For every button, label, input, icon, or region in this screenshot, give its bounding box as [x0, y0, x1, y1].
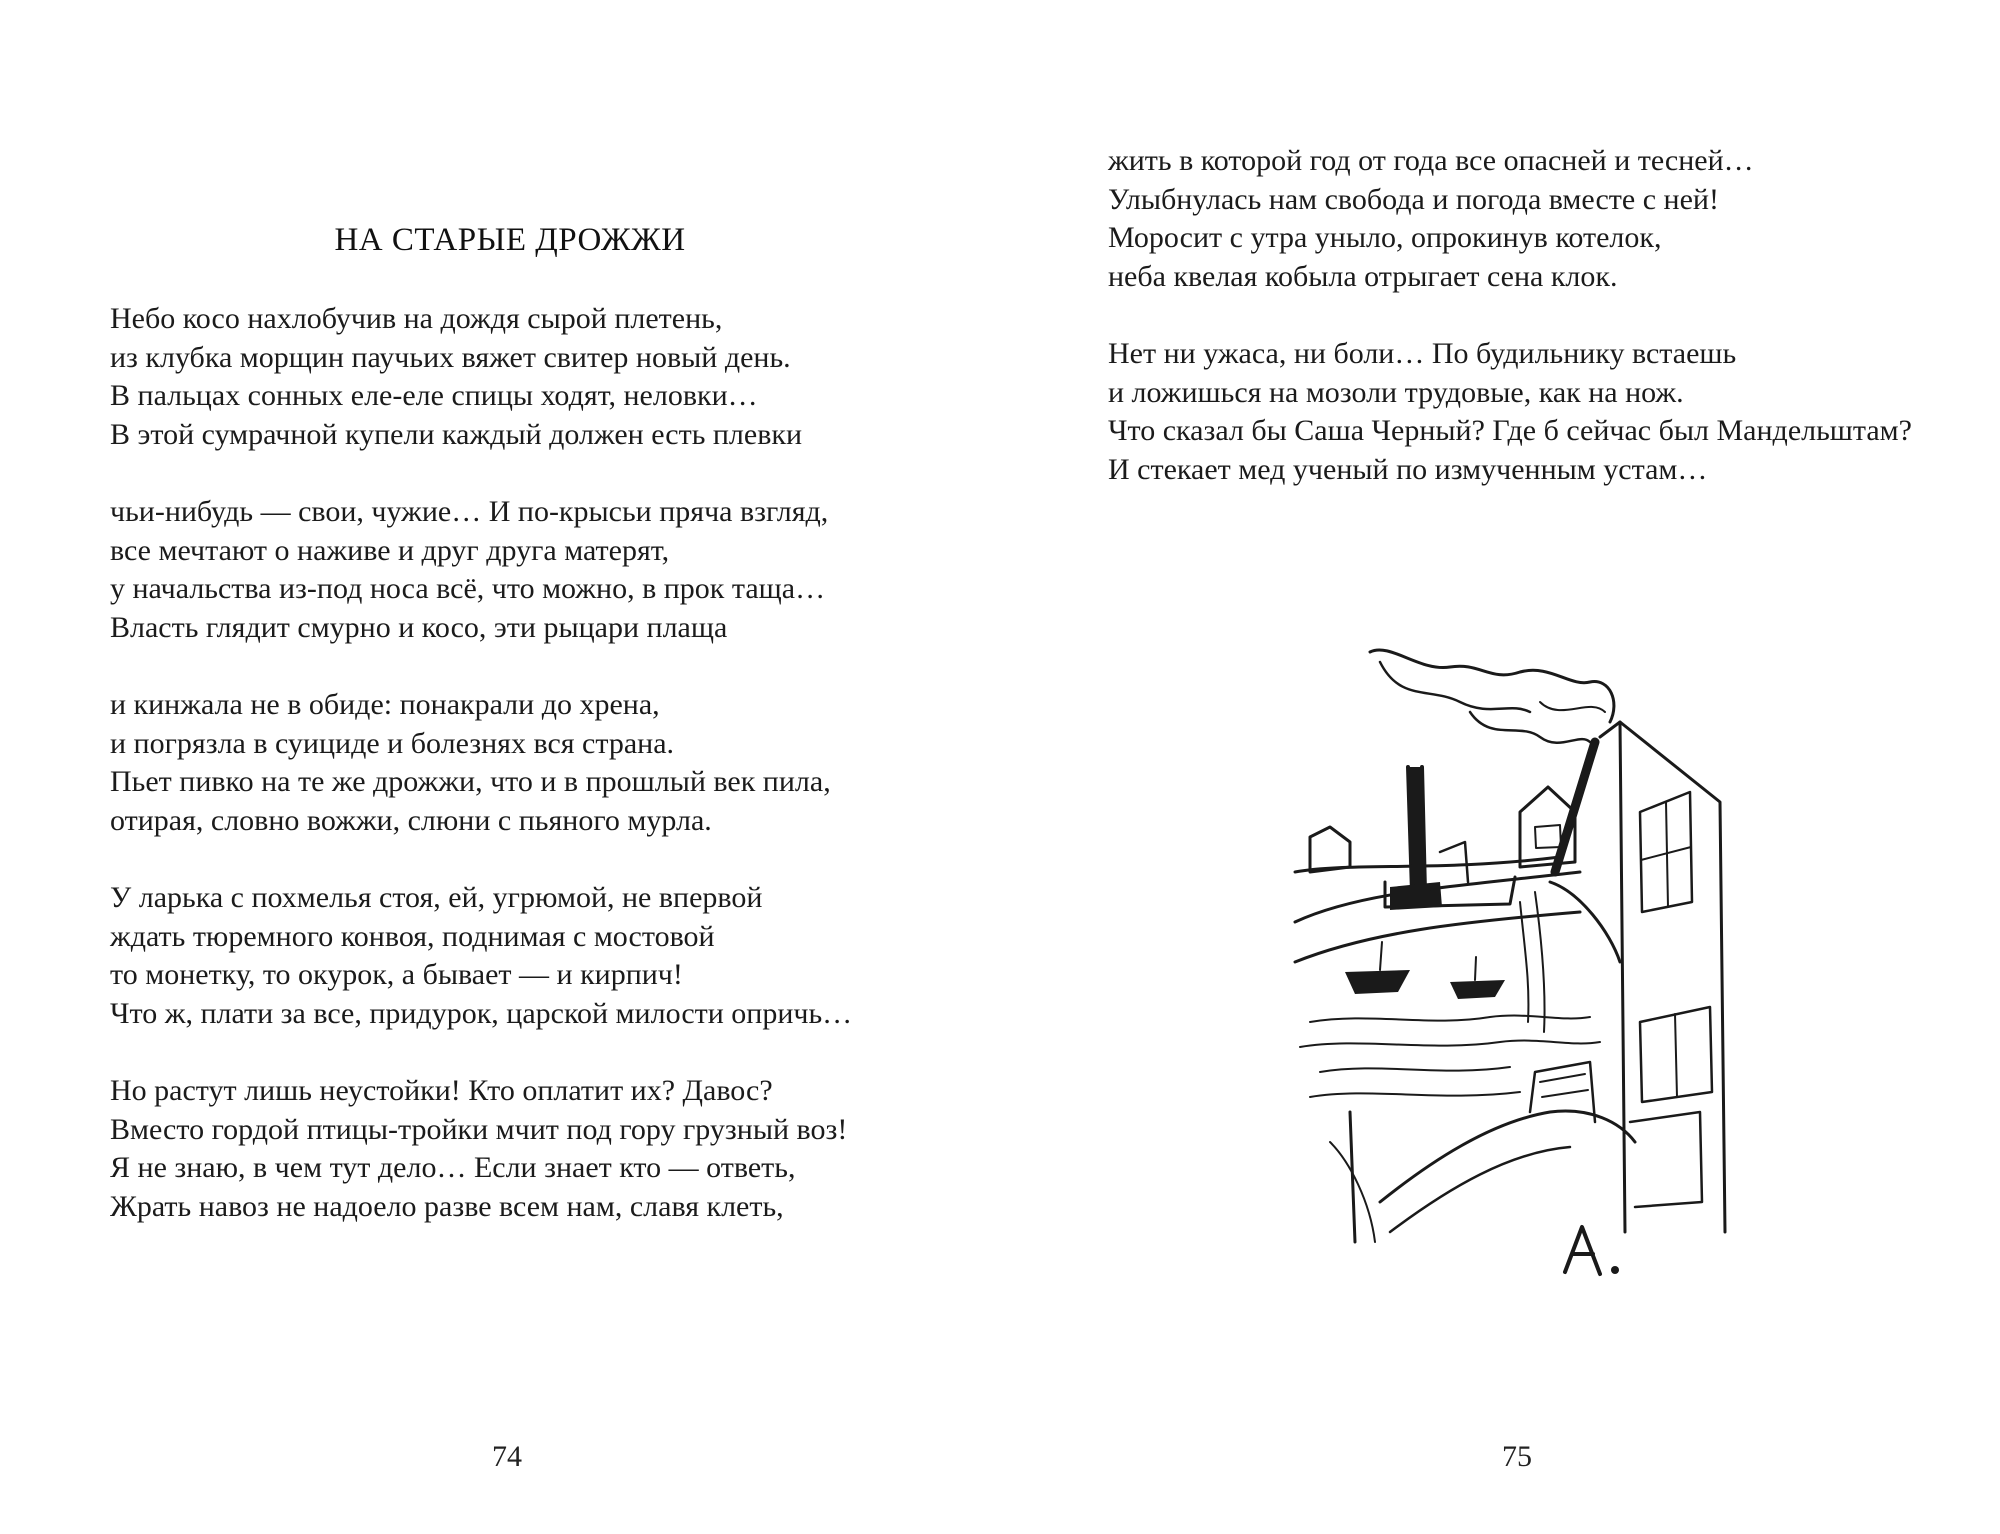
poem-text-right — [1108, 142, 1988, 528]
poem-line: из клубка морщин паучьих вяжет свитер новый день. — [110, 340, 791, 374]
stanza — [110, 300, 970, 454]
poem-line: Я не знаю, в чем тут дело… Если знает кто — ответь, — [110, 1151, 796, 1184]
poem-line: Что сказал бы Саша Черный? Где б сейчас был Мандельштам? — [1108, 414, 1912, 447]
poem-line: чьи-нибудь — свои, чужие… И по-крысьи пряча взгляд, — [110, 495, 829, 528]
poem-line: и кинжала не в обиде: понакрали до хрена, — [110, 688, 660, 721]
poem-line: В пальцах сонных еле-еле спицы ходят, неловки… — [110, 379, 758, 412]
poem-line: Улыбнулась нам свобода и погода вместе с ней! — [1108, 182, 1719, 216]
poem-text-left — [110, 300, 970, 1265]
stanza — [1108, 142, 1988, 296]
stanza — [110, 686, 970, 840]
poem-line: Небо косо нахлобучив на дождя сырой плетень, — [110, 302, 723, 335]
harbor-sketch-illustration — [1290, 642, 1740, 1292]
page-number: 74 — [492, 1440, 522, 1473]
poem-line: и погрязла в суициде и болезнях вся страна. — [110, 726, 675, 760]
poem-line: все мечтают о наживе и друг друга матерят, — [110, 533, 670, 567]
poem-line: то монетку, то окурок, а бывает — и кирпич! — [110, 958, 683, 991]
poem-line: ждать тюремного конвоя, поднимая с мостовой — [110, 919, 715, 953]
stanza — [1108, 335, 1988, 489]
page-number: 75 — [1502, 1440, 1532, 1473]
poem-line: Но растут лишь неустойки! Кто оплатит их? Давос? — [110, 1074, 773, 1107]
poem-line: У ларька с похмелья стоя, ей, угрюмой, не впервой — [110, 881, 763, 914]
poem-line: Моросит с утра уныло, опрокинув котелок, — [1108, 221, 1662, 254]
poem-line: Власть глядит смурно и косо, эти рыцари плаща — [110, 610, 728, 644]
stanza — [110, 1072, 970, 1226]
stanza — [110, 493, 970, 647]
right-page — [1000, 0, 2000, 1534]
poem-title: НА СТАРЫЕ ДРОЖЖИ — [334, 222, 686, 258]
poem-line: и ложишься на мозоли трудовые, как на нож. — [1108, 375, 1684, 409]
poem-line: Вместо гордой птицы-тройки мчит под гору грузный воз! — [110, 1112, 848, 1146]
stanza — [110, 879, 970, 1033]
poem-line: у начальства из-под носа всё, что можно, в прок таща… — [110, 572, 826, 605]
sketch-svg — [1290, 642, 1740, 1292]
poem-line: Жрать навоз не надоело разве всем нам, славя клеть, — [110, 1189, 784, 1223]
poem-line: В этой сумрачной купели каждый должен есть плевки — [110, 417, 803, 451]
poem-line: отирая, словно вожжи, слюни с пьяного мурла. — [110, 803, 712, 837]
poem-line: неба квелая кобыла отрыгает сена клок. — [1108, 259, 1618, 293]
poem-line: Пьет пивко на те же дрожжи, что и в прошлый век пила, — [110, 765, 831, 798]
poem-line: Нет ни ужаса, ни боли… По будильнику встаешь — [1108, 337, 1737, 370]
poem-line: И стекает мед ученый по измученным устам… — [1108, 452, 1708, 486]
poem-line: жить в которой год от года все опасней и тесней… — [1108, 144, 1754, 177]
poem-line: Что ж, плати за все, придурок, царской милости опричь… — [110, 996, 853, 1030]
